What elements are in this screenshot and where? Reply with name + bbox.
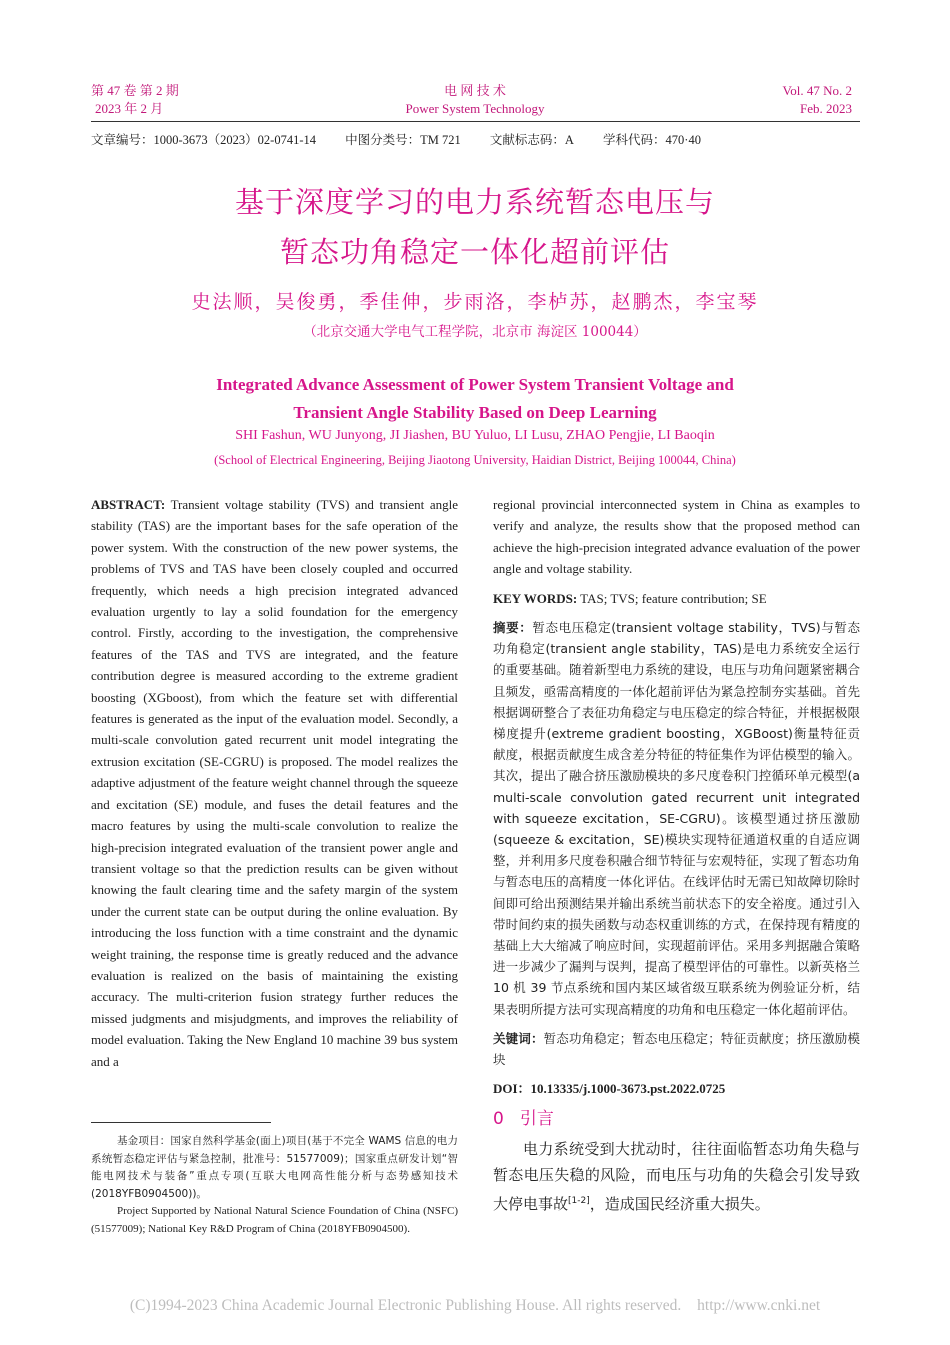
intro-text-before: 电力系统受到大扰动时，往往面临暂态功角失稳与暂态电压失稳的风险，而电压与功角的失稳会引发导致大停电事故 bbox=[493, 1139, 860, 1213]
abstract-label: ABSTRACT: bbox=[91, 497, 166, 512]
copyright-line bbox=[0, 1297, 950, 1315]
volume-issue: 第 47 卷 第 2 期 bbox=[91, 83, 179, 98]
introduction-paragraph bbox=[493, 1136, 860, 1217]
section-heading-introduction bbox=[493, 1106, 860, 1132]
section-title: 引言 bbox=[519, 1108, 554, 1129]
keywords-en bbox=[493, 588, 860, 609]
document-code: 文献标志码：A bbox=[489, 133, 574, 147]
authors-zh: 史法顺，吴俊勇，季佳伸，步雨洛，李栌苏，赵鹏杰，李宝琴 bbox=[191, 291, 759, 313]
keywords-zh-label: 关键词： bbox=[493, 1030, 544, 1046]
funding-footnote bbox=[91, 1133, 458, 1238]
header-rule bbox=[91, 121, 860, 122]
issue-date: 2023 年 2 月 bbox=[95, 101, 164, 116]
citation-1-2[interactable]: [1-2] bbox=[568, 1195, 590, 1206]
doi: DOI：10.13335/j.1000-3673.pst.2022.0725 bbox=[493, 1081, 726, 1097]
keywords-en-text: TAS; TVS; feature contribution; SE bbox=[580, 590, 767, 606]
abstract-zh-label: 摘要： bbox=[493, 620, 533, 636]
authors-en: SHI Fashun, WU Junyong, JI Jiashen, BU Yuluo, LI Lusu, ZHAO Pengjie, LI Baoqin bbox=[235, 428, 715, 443]
copyright-text: (C)1994-2023 China Academic Journal Electronic Publishing House. All rights reserved. bbox=[129, 1297, 682, 1314]
funding-footnote-zh: 基金项目：国家自然科学基金(面上)项目(基于不完全 WAMS 信息的电力系统暂态稳定评估与紧急控制，批准号：51577009)；国家重点研发计划“智能电网技术与装备”重点专项(互联大电网高性能分析与态势感知技术(2018YFB0904500))。 bbox=[91, 1135, 458, 1200]
subject-code: 学科代码：470·40 bbox=[603, 133, 701, 147]
affiliation-en: (School of Electrical Engineering, Beijing Jiaotong University, Haidian District, Beijing 100044, China) bbox=[214, 453, 736, 467]
journal-name-en: Power System Technology bbox=[405, 101, 545, 116]
article-number: 文章编号：1000-3673（2023）02-0741-14 bbox=[91, 133, 316, 147]
abstract-zh bbox=[493, 617, 860, 1020]
keywords-zh bbox=[493, 1028, 860, 1070]
abstract-zh-text: 暂态电压稳定(transient voltage stability，TVS)与暂态功角稳定(transient angle stability，TAS)是电力系统安全运行的重要基础。随着新型电力系统的建设，电压与功角问题紧密耦合且频发，亟需高精度的一体化超前评估为紧急控制夯实基础。首先根据调研整合了表征功角稳定与电压稳定的综合特征，并根据极限梯度提升(extreme gradient boosting，XGBoost)衡量特征贡献度，根据贡献度生成含差分特征的特征集作为评估模型的输入。其次，提出了融合挤压激励模块的多尺度卷积门控循环单元模型(a multi-scale convolution gated recurrent unit integrated with squeeze excitation，SE-CGRU)。该模型通过挤压激励(squeeze & excitation，SE)模块实现特征通道权重的自适应调整，并利用多尺度卷积融合细节特征与宏观特征，实现了暂态功角与暂态电压的高精度一体化评估。在线评估时无需已知故障切除时间即可给出预测结果并输出系统当前状态下的安全裕度。通过引入带时间约束的损失函数与动态权重训练的方式，在保持现有精度的基础上大大缩减了响应时间，实现超前评估。采用多判据融合策略进一步减少了漏判与误判，提高了模型评估的可靠性。以新英格兰 10 机 39 节点系统和国内某区域省级互联系统为例验证分析，结果表明所提方法可实现高精度的功角和电压稳定一体化超前评估。 bbox=[493, 620, 860, 1017]
title-zh-line2: 暂态功角稳定一体化超前评估 bbox=[279, 235, 670, 269]
journal-volume-info-en bbox=[783, 82, 852, 118]
article-meta bbox=[91, 130, 727, 148]
abstract-en-text-part1: Transient voltage stability (TVS) and transient angle stability (TAS) are the important bases for the safe operation of the power system. With the construction of the new power systems, the problems of TVS and TAS have been closely coupled and occurred frequently, which needs a high precision integrated advanced evaluation urgently to lay a solid foundation for the emergency control. Firstly, according to the investigation, the comprehensive features of the TAS and TVS are integrated, and the feature contribution degree is measured according to the extreme gradient boosting (XGboost), from which the feature set with differential features is generated as the input of the evaluation model. Secondly, a multi-scale convolution gated recurrent unit model integrating the extrusion excitation (SE-CGRU) is proposed. The model realizes the adaptive adjustment of the feature weight channel through the squeeze and excitation (SE) module, and fuses the detail features and the macro features by using the multi-scale convolution to realize the high-precision integrated evaluation of the transient power angle and transient voltage so that the prediction results can be given without knowing the fault clearing time and the safety margin of the system under the current state can be output during the online evaluation. By introducing the loss function with a time constraint and the dynamic weight training, the response time is greatly reduced and the advance evaluation is realized on the basis of maintaining the existing accuracy. The multi-criterion fusion strategy further reduces the missed judgments and misjudgments, and improves the reliability of model evaluation. Taking the New England 10 machine 39 bus system and a bbox=[91, 497, 458, 1069]
title-en-line2: Transient Angle Stability Based on Deep Learning bbox=[293, 403, 657, 422]
footnote-rule bbox=[91, 1122, 271, 1123]
volume-issue-en: Vol. 47 No. 2 bbox=[782, 83, 852, 98]
right-column bbox=[493, 494, 860, 1217]
funding-footnote-en: Project Supported by National Natural Science Foundation of China (NSFC) (51577009); National Key R&D Program of China (2018YFB0904500). bbox=[91, 1205, 458, 1235]
paper-title-zh bbox=[0, 177, 950, 277]
keywords-en-label: KEY WORDS: bbox=[493, 590, 578, 606]
abstract-en bbox=[91, 494, 458, 1072]
journal-name-zh: 电 网 技 术 bbox=[444, 83, 506, 98]
section-number: 0 bbox=[493, 1108, 504, 1129]
issue-date-en: Feb. 2023 bbox=[800, 101, 852, 116]
clc-number: 中图分类号：TM 721 bbox=[345, 133, 461, 147]
keywords-zh-text: 暂态功角稳定；暂态电压稳定；特征贡献度；挤压激励模块 bbox=[493, 1030, 860, 1068]
title-en-line1: Integrated Advance Assessment of Power System Transient Voltage and bbox=[216, 375, 734, 394]
abstract-en-continued: regional provincial interconnected system in China as examples to verify and analyze, the results show that the proposed method can achieve the high-precision integrated advance evaluation of the power angle and voltage stability. bbox=[493, 497, 860, 577]
intro-text-after: ，造成国民经济重大损失。 bbox=[589, 1194, 770, 1213]
left-column bbox=[91, 494, 458, 1072]
title-zh-line1: 基于深度学习的电力系统暂态电压与 bbox=[234, 185, 715, 219]
cnki-link[interactable]: http://www.cnki.net bbox=[697, 1297, 821, 1314]
paper-title-en bbox=[0, 371, 950, 427]
affiliation-zh: （北京交通大学电气工程学院，北京市 海淀区 100044） bbox=[303, 324, 647, 340]
